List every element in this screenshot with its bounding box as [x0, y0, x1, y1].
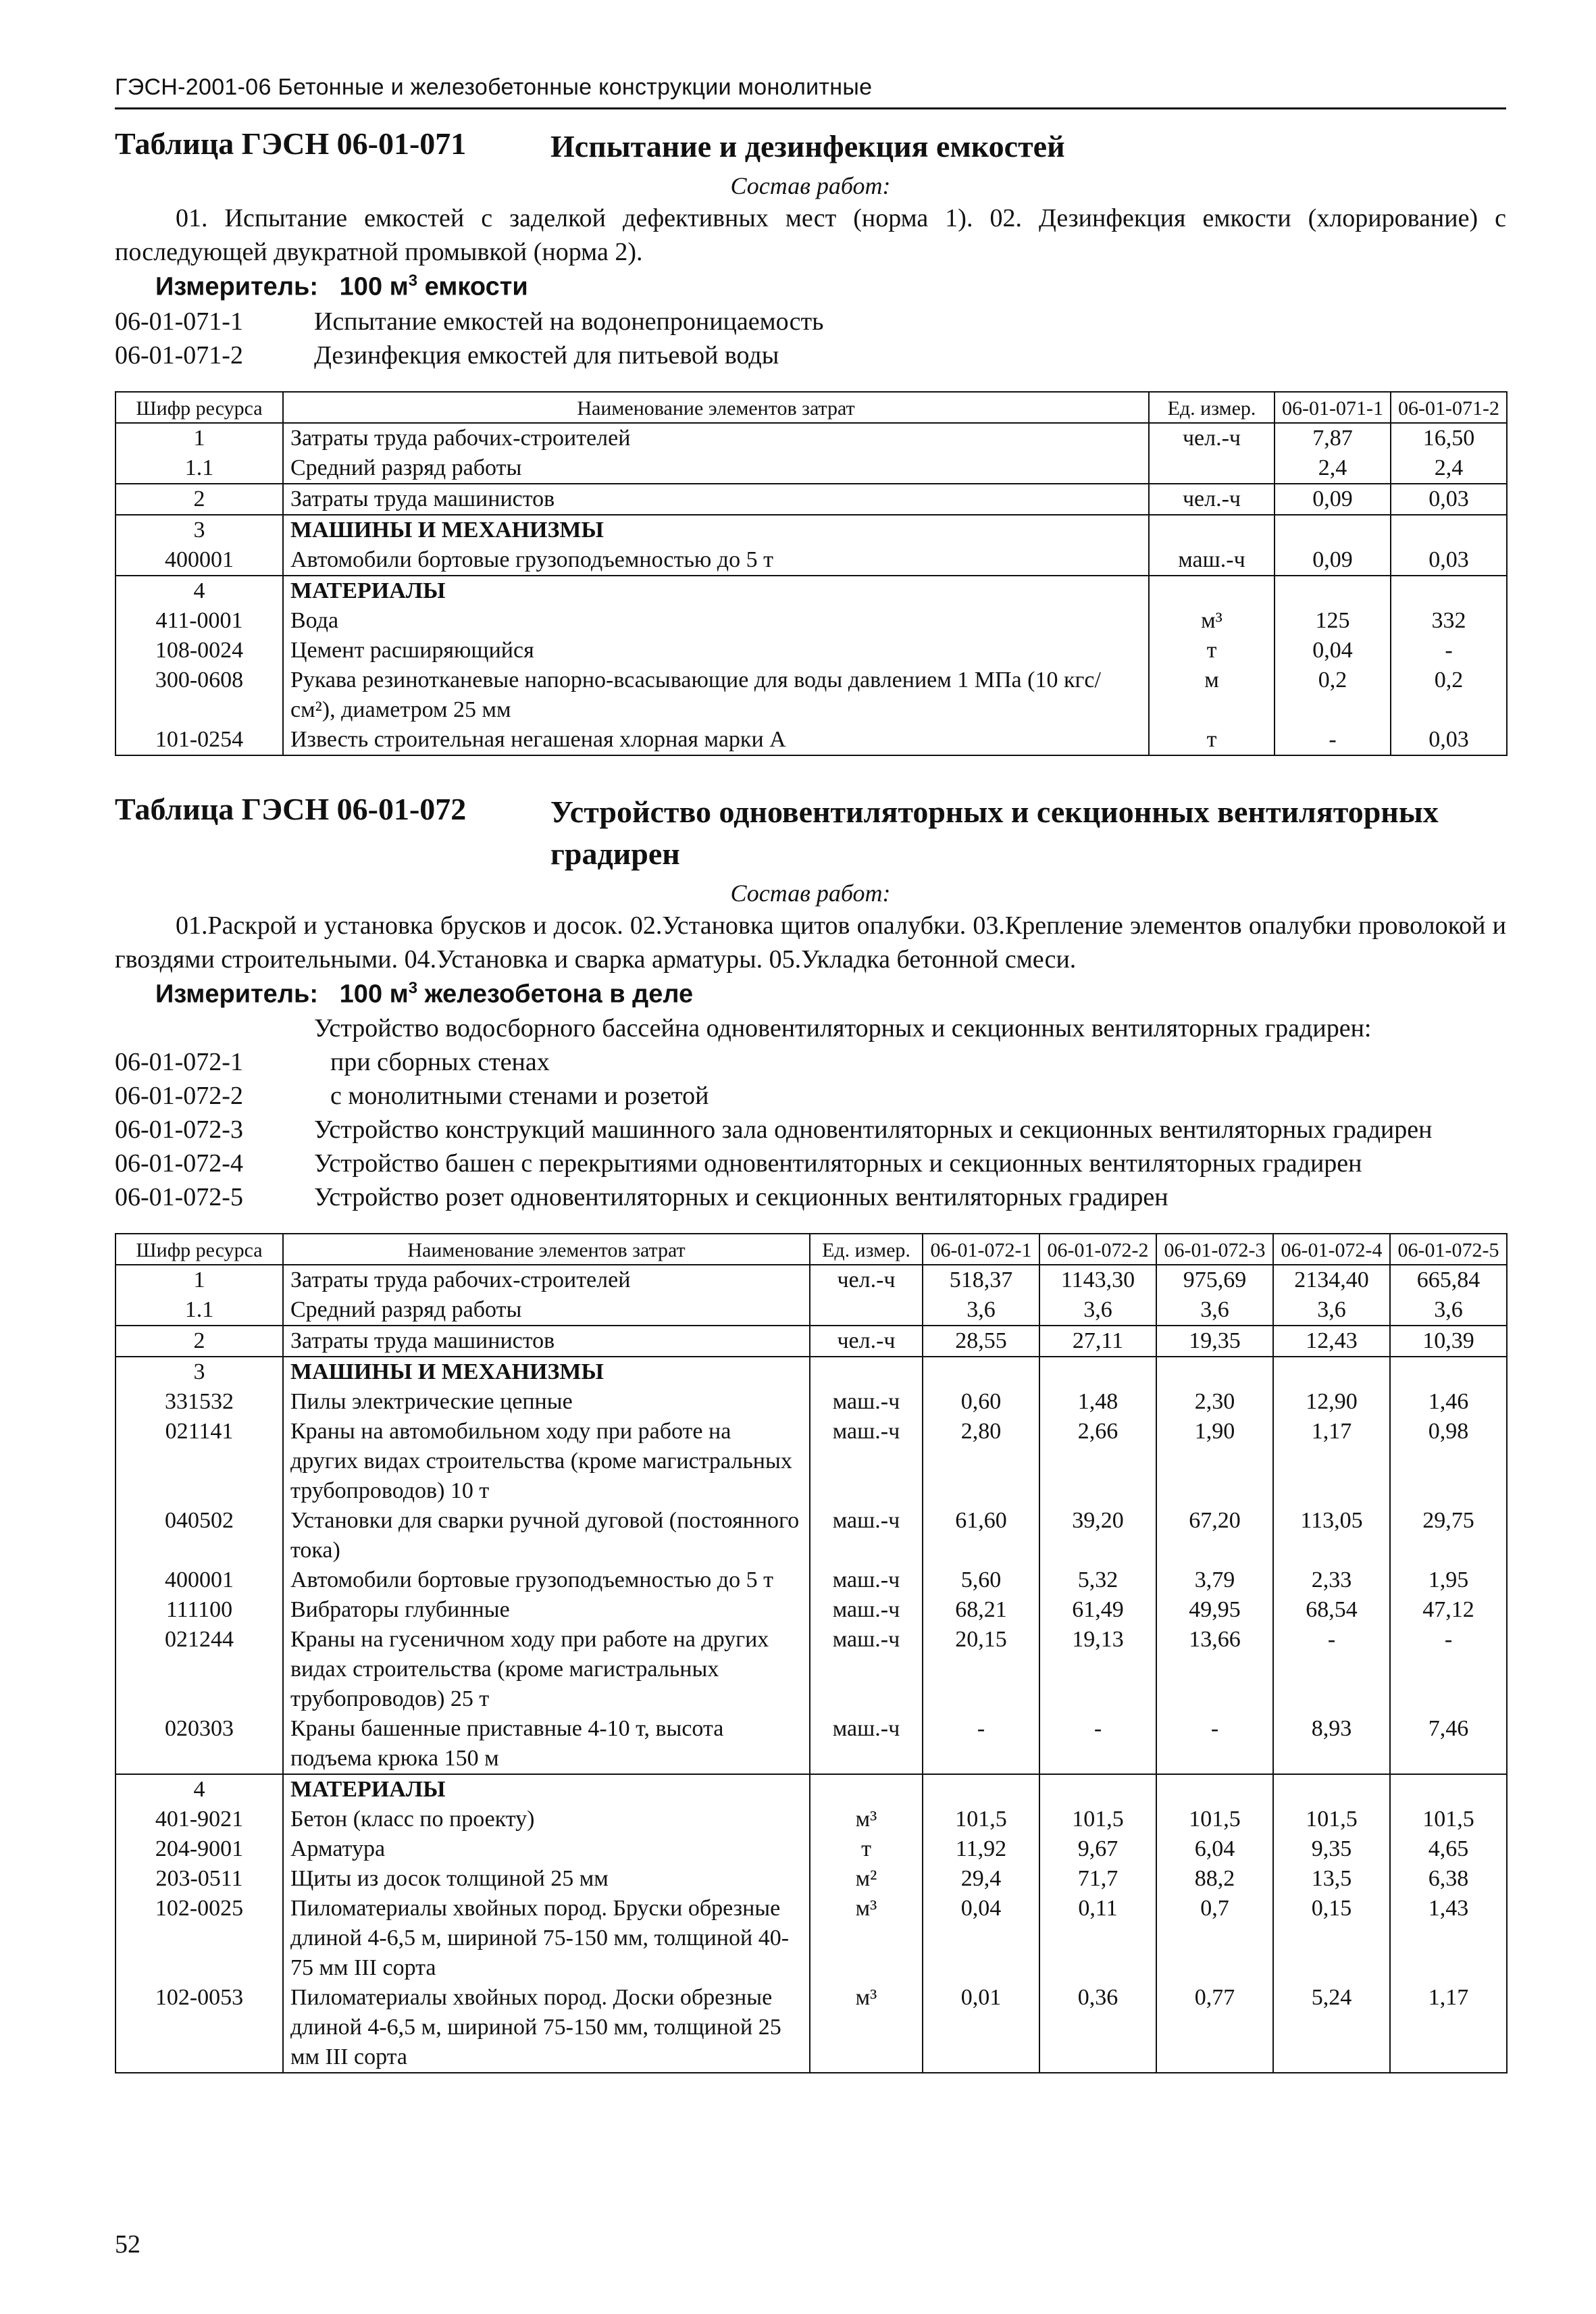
- page-number: 52: [115, 2230, 140, 2259]
- cell-unit: м³: [810, 1894, 923, 1983]
- cell-value: 13,5: [1273, 1864, 1390, 1894]
- cell-resource-code: 101-0254: [115, 725, 283, 755]
- cell-value: [923, 1774, 1039, 1805]
- table-row: [115, 1805, 1507, 1834]
- table2-variants: [115, 1011, 1506, 1214]
- cell-value: 2,33: [1273, 1565, 1390, 1595]
- cell-unit: маш.-ч: [810, 1714, 923, 1774]
- cell-element-name: Бетон (класс по проекту): [283, 1805, 810, 1834]
- table1-code: Таблица ГЭСН 06-01-071: [115, 126, 467, 161]
- cell-value: 101,5: [1273, 1805, 1390, 1834]
- table-row: [115, 545, 1507, 576]
- table1-body: [115, 423, 1507, 755]
- col-variant-3: 06-01-072-3: [1156, 1234, 1273, 1265]
- cell-element-name: Затраты труда машинистов: [283, 1326, 810, 1357]
- cell-value: 5,24: [1273, 1983, 1390, 2073]
- col-variant-2: 06-01-071-2: [1391, 392, 1507, 423]
- cell-unit: маш.-ч: [810, 1506, 923, 1565]
- table-row: [115, 1894, 1507, 1983]
- cell-section-title: МАШИНЫ И МЕХАНИЗМЫ: [283, 1357, 810, 1387]
- cell-value: [1391, 576, 1507, 606]
- table-row: [115, 1326, 1507, 1357]
- table2-measure: [155, 979, 1506, 1009]
- cell-unit: т: [810, 1834, 923, 1864]
- table1-title: Испытание и дезинфекция емкостей: [550, 129, 1065, 164]
- table-row: [115, 1565, 1507, 1595]
- cell-value: 0,03: [1391, 725, 1507, 755]
- cell-value: 49,95: [1156, 1595, 1273, 1625]
- table2-measure-label: Измеритель:: [155, 980, 318, 1009]
- table2-variant-code: 06-01-072-3: [115, 1115, 243, 1145]
- cell-resource-code: 1.1: [115, 1295, 283, 1326]
- table1-variant-row: [115, 305, 1506, 338]
- cell-value: 0,2: [1391, 665, 1507, 725]
- cell-resource-code: 3: [115, 515, 283, 545]
- table2-variants-intro: Устройство водосборного бассейна одновентиляторных и секционных вентиляторных градирен:: [314, 1014, 1372, 1043]
- cell-resource-code: 108-0024: [115, 636, 283, 665]
- cell-value: 2,30: [1156, 1387, 1273, 1417]
- cell-value: [1156, 1774, 1273, 1805]
- cell-value: 3,79: [1156, 1565, 1273, 1595]
- cell-value: 665,84: [1390, 1265, 1507, 1295]
- cell-value: 0,01: [923, 1983, 1039, 2073]
- cell-value: 12,43: [1273, 1326, 1390, 1357]
- cell-value: 67,20: [1156, 1506, 1273, 1565]
- cell-resource-code: 1: [115, 1265, 283, 1295]
- cell-value: 3,6: [923, 1295, 1039, 1326]
- cell-value: 0,09: [1275, 484, 1391, 515]
- col-variant-4: 06-01-072-4: [1273, 1234, 1390, 1265]
- cell-resource-code: 102-0025: [115, 1894, 283, 1983]
- cell-resource-code: 4: [115, 1774, 283, 1805]
- cell-element-name: Арматура: [283, 1834, 810, 1864]
- cell-element-name: Затраты труда рабочих-строителей: [283, 1265, 810, 1295]
- cell-value: 39,20: [1039, 1506, 1156, 1565]
- cell-value: 0,36: [1039, 1983, 1156, 2073]
- table1-variant-code: 06-01-071-1: [115, 307, 243, 336]
- table2-measure-value: 100 м: [339, 980, 409, 1009]
- table2-title: Устройство одновентиляторных и секционных вентиляторных градирен: [550, 794, 1439, 871]
- cell-resource-code: 111100: [115, 1595, 283, 1625]
- table2-section: [115, 791, 1506, 2074]
- table2-variant-name: с монолитными стенами и розетой: [330, 1082, 709, 1111]
- cell-value: 10,39: [1390, 1326, 1507, 1357]
- cell-value: 68,54: [1273, 1595, 1390, 1625]
- table2-measure-rest: железобетона в деле: [417, 980, 694, 1009]
- table2-resource-table: [115, 1233, 1508, 2073]
- cell-unit: м: [1149, 665, 1275, 725]
- table-row: [115, 1864, 1507, 1894]
- table-row: [115, 1357, 1507, 1387]
- cell-value: 7,87: [1275, 423, 1391, 453]
- table-row: [115, 1774, 1507, 1805]
- cell-value: [1275, 576, 1391, 606]
- cell-value: 11,92: [923, 1834, 1039, 1864]
- cell-value: [1039, 1357, 1156, 1387]
- cell-element-name: Пиломатериалы хвойных пород. Доски обрезные длиной 4-6,5 м, шириной 75-150 мм, толщиной 25 мм III сорта: [283, 1983, 810, 2073]
- cell-element-name: Затраты труда рабочих-строителей: [283, 423, 1149, 453]
- cell-element-name: Рукава резинотканевые напорно-всасывающие для воды давлением 1 МПа (10 кгс/см²), диаметром 25 мм: [283, 665, 1149, 725]
- cell-resource-code: 2: [115, 484, 283, 515]
- table2-composition-label: Состав работ:: [730, 879, 891, 907]
- cell-value: 3,6: [1156, 1295, 1273, 1326]
- cell-value: -: [1275, 725, 1391, 755]
- cell-value: 2,4: [1391, 453, 1507, 484]
- table1-header-row: [115, 392, 1507, 423]
- table1-measure-rest: емкости: [417, 272, 528, 301]
- cell-resource-code: 1.1: [115, 453, 283, 484]
- cell-element-name: Вода: [283, 606, 1149, 636]
- cell-value: 125: [1275, 606, 1391, 636]
- cell-unit: маш.-ч: [810, 1387, 923, 1417]
- table1-variant-row: [115, 338, 1506, 372]
- cell-value: [923, 1357, 1039, 1387]
- cell-value: -: [1039, 1714, 1156, 1774]
- cell-value: -: [1156, 1714, 1273, 1774]
- table-row: [115, 606, 1507, 636]
- cell-value: 19,13: [1039, 1625, 1156, 1714]
- table-row: [115, 1834, 1507, 1864]
- table1-resource-table: [115, 391, 1508, 756]
- cell-value: 2,4: [1275, 453, 1391, 484]
- cell-value: 0,04: [923, 1894, 1039, 1983]
- cell-element-name: Автомобили бортовые грузоподъемностью до 5 т: [283, 1565, 810, 1595]
- cell-value: 1,17: [1390, 1983, 1507, 2073]
- cell-resource-code: 4: [115, 576, 283, 606]
- table2-variant-row: [115, 1045, 1506, 1079]
- cell-value: 2134,40: [1273, 1265, 1390, 1295]
- table2-composition-text: 01.Раскрой и установка брусков и досок. 02.Установка щитов опалубки. 03.Крепление элементов опалубки проволокой и гвоздями строительными. 04.Установка и сварка арматуры. 05.Укладка бетонной смеси.: [115, 911, 1506, 974]
- cell-value: 7,46: [1390, 1714, 1507, 1774]
- cell-section-title: МАШИНЫ И МЕХАНИЗМЫ: [283, 515, 1149, 545]
- cell-value: 0,04: [1275, 636, 1391, 665]
- cell-value: 61,49: [1039, 1595, 1156, 1625]
- cell-element-name: Установки для сварки ручной дуговой (постоянного тока): [283, 1506, 810, 1565]
- cell-element-name: Вибраторы глубинные: [283, 1595, 810, 1625]
- col-resource-code: Шифр ресурса: [115, 1234, 283, 1265]
- cell-value: 0,77: [1156, 1983, 1273, 2073]
- cell-value: 0,15: [1273, 1894, 1390, 1983]
- cell-value: 0,98: [1390, 1417, 1507, 1506]
- cell-element-name: Средний разряд работы: [283, 1295, 810, 1326]
- cell-value: 13,66: [1156, 1625, 1273, 1714]
- cell-value: 0,2: [1275, 665, 1391, 725]
- cell-value: -: [1273, 1625, 1390, 1714]
- cell-resource-code: 021141: [115, 1417, 283, 1506]
- col-variant-2: 06-01-072-2: [1039, 1234, 1156, 1265]
- table2-header-row: [115, 1234, 1507, 1265]
- cell-element-name: Автомобили бортовые грузоподъемностью до 5 т: [283, 545, 1149, 576]
- table-row: [115, 1295, 1507, 1326]
- cell-value: -: [1391, 636, 1507, 665]
- cell-unit: м²: [810, 1864, 923, 1894]
- cell-unit: маш.-ч: [810, 1625, 923, 1714]
- cell-value: 3,6: [1273, 1295, 1390, 1326]
- table-row: [115, 453, 1507, 484]
- cell-value: [1275, 515, 1391, 545]
- cell-value: 1,90: [1156, 1417, 1273, 1506]
- cell-value: 101,5: [1390, 1805, 1507, 1834]
- table2-variant-row: [115, 1113, 1506, 1147]
- table1-variant-code: 06-01-071-2: [115, 341, 243, 370]
- table-row: [115, 1714, 1507, 1774]
- cell-unit: маш.-ч: [810, 1565, 923, 1595]
- cell-section-title: МАТЕРИАЛЫ: [283, 576, 1149, 606]
- cell-value: 0,09: [1275, 545, 1391, 576]
- table-row: [115, 515, 1507, 545]
- table-row: [115, 484, 1507, 515]
- cell-unit: [1149, 453, 1275, 484]
- cell-value: 0,03: [1391, 484, 1507, 515]
- cell-value: 975,69: [1156, 1265, 1273, 1295]
- table2-code: Таблица ГЭСН 06-01-072: [115, 791, 467, 826]
- col-variant-1: 06-01-072-1: [923, 1234, 1039, 1265]
- col-variant-1: 06-01-071-1: [1275, 392, 1391, 423]
- cell-value: [1391, 515, 1507, 545]
- col-unit: Ед. измер.: [1149, 392, 1275, 423]
- table-row: [115, 725, 1507, 755]
- table1-composition-text: 01. Испытание емкостей с заделкой дефективных мест (норма 1). 02. Дезинфекция емкости (хлорирование) с последующей двукратной промывкой (норма 2).: [115, 204, 1506, 266]
- table-row: [115, 423, 1507, 453]
- table2-measure-sup: 3: [408, 978, 418, 997]
- cell-element-name: Пилы электрические цепные: [283, 1387, 810, 1417]
- cell-value: [1039, 1774, 1156, 1805]
- cell-value: 9,35: [1273, 1834, 1390, 1864]
- table1-variant-name: Дезинфекция емкостей для питьевой воды: [314, 341, 779, 370]
- cell-unit: м³: [1149, 606, 1275, 636]
- cell-value: 27,11: [1039, 1326, 1156, 1357]
- cell-value: 9,67: [1039, 1834, 1156, 1864]
- cell-value: 28,55: [923, 1326, 1039, 1357]
- cell-resource-code: 040502: [115, 1506, 283, 1565]
- cell-value: 1,17: [1273, 1417, 1390, 1506]
- cell-unit: чел.-ч: [810, 1326, 923, 1357]
- table1-measure-label: Измеритель:: [155, 272, 318, 301]
- cell-resource-code: 400001: [115, 545, 283, 576]
- cell-value: [1390, 1774, 1507, 1805]
- table2-variant-name: Устройство розет одновентиляторных и секционных вентиляторных градирен: [314, 1183, 1168, 1212]
- table-row: [115, 1417, 1507, 1506]
- table1-measure-value: 100 м: [339, 272, 409, 301]
- table2-variant-row: [115, 1180, 1506, 1214]
- cell-element-name: Известь строительная негашеная хлорная марки А: [283, 725, 1149, 755]
- cell-value: 47,12: [1390, 1595, 1507, 1625]
- cell-unit: т: [1149, 725, 1275, 755]
- table2-variant-name: Устройство конструкций машинного зала одновентиляторных и секционных вентиляторных градирен: [314, 1115, 1433, 1145]
- cell-resource-code: 401-9021: [115, 1805, 283, 1834]
- col-element-name: Наименование элементов затрат: [283, 1234, 810, 1265]
- cell-value: 1,46: [1390, 1387, 1507, 1417]
- cell-element-name: Краны на автомобильном ходу при работе на других видах строительства (кроме магистральных трубопроводов) 10 т: [283, 1417, 810, 1506]
- cell-section-title: МАТЕРИАЛЫ: [283, 1774, 810, 1805]
- col-resource-code: Шифр ресурса: [115, 392, 283, 423]
- col-variant-5: 06-01-072-5: [1390, 1234, 1507, 1265]
- cell-unit: [810, 1774, 923, 1805]
- cell-value: 101,5: [923, 1805, 1039, 1834]
- cell-unit: чел.-ч: [1149, 484, 1275, 515]
- cell-resource-code: 204-9001: [115, 1834, 283, 1864]
- cell-value: [1156, 1357, 1273, 1387]
- table2-variant-name: Устройство башен с перекрытиями одновентиляторных и секционных вентиляторных градирен: [314, 1149, 1362, 1178]
- table1-variant-name: Испытание емкостей на водонепроницаемость: [314, 307, 824, 336]
- table2-variant-name: при сборных стенах: [330, 1048, 550, 1077]
- cell-value: 101,5: [1039, 1805, 1156, 1834]
- cell-value: 0,60: [923, 1387, 1039, 1417]
- table2-variant-code: 06-01-072-5: [115, 1183, 243, 1212]
- cell-unit: чел.-ч: [810, 1265, 923, 1295]
- cell-value: 12,90: [1273, 1387, 1390, 1417]
- cell-value: 71,7: [1039, 1864, 1156, 1894]
- cell-value: 19,35: [1156, 1326, 1273, 1357]
- cell-value: 29,4: [923, 1864, 1039, 1894]
- cell-value: 1,95: [1390, 1565, 1507, 1595]
- table-row: [115, 1506, 1507, 1565]
- cell-element-name: Цемент расширяющийся: [283, 636, 1149, 665]
- table1-composition-label: Состав работ:: [730, 172, 891, 199]
- cell-resource-code: 400001: [115, 1565, 283, 1595]
- table2-variant-code: 06-01-072-2: [115, 1082, 243, 1111]
- table-row: [115, 1983, 1507, 2073]
- table2-variant-row: [115, 1079, 1506, 1113]
- cell-unit: чел.-ч: [1149, 423, 1275, 453]
- cell-value: 0,11: [1039, 1894, 1156, 1983]
- table1-measure: [155, 272, 1506, 302]
- cell-value: [1273, 1357, 1390, 1387]
- table2-heading: [115, 791, 1506, 875]
- cell-unit: т: [1149, 636, 1275, 665]
- table2-variants-intro-row: [115, 1011, 1506, 1045]
- cell-unit: маш.-ч: [1149, 545, 1275, 576]
- table-row: [115, 636, 1507, 665]
- cell-element-name: Щиты из досок толщиной 25 мм: [283, 1864, 810, 1894]
- running-header: ГЭСН-2001-06 Бетонные и железобетонные конструкции монолитные: [115, 74, 1506, 109]
- cell-unit: [1149, 576, 1275, 606]
- cell-value: 6,04: [1156, 1834, 1273, 1864]
- cell-value: [1273, 1774, 1390, 1805]
- cell-value: 518,37: [923, 1265, 1039, 1295]
- cell-value: 1,48: [1039, 1387, 1156, 1417]
- table-row: [115, 576, 1507, 606]
- cell-value: 16,50: [1391, 423, 1507, 453]
- table-row: [115, 1265, 1507, 1295]
- cell-value: 4,65: [1390, 1834, 1507, 1864]
- table2-variant-code: 06-01-072-4: [115, 1149, 243, 1178]
- cell-value: 113,05: [1273, 1506, 1390, 1565]
- cell-resource-code: 2: [115, 1326, 283, 1357]
- col-element-name: Наименование элементов затрат: [283, 392, 1149, 423]
- cell-value: 101,5: [1156, 1805, 1273, 1834]
- cell-resource-code: 020303: [115, 1714, 283, 1774]
- cell-element-name: Пиломатериалы хвойных пород. Бруски обрезные длиной 4-6,5 м, шириной 75-150 мм, толщиной 40-75 мм III сорта: [283, 1894, 810, 1983]
- cell-resource-code: 331532: [115, 1387, 283, 1417]
- table2-variant-code: 06-01-072-1: [115, 1048, 243, 1077]
- cell-unit: маш.-ч: [810, 1417, 923, 1506]
- cell-value: 5,60: [923, 1565, 1039, 1595]
- cell-value: 6,38: [1390, 1864, 1507, 1894]
- table2-body: [115, 1265, 1507, 2073]
- table1-measure-sup: 3: [408, 272, 418, 290]
- cell-value: -: [923, 1714, 1039, 1774]
- cell-value: 5,32: [1039, 1565, 1156, 1595]
- cell-resource-code: 102-0053: [115, 1983, 283, 2073]
- cell-value: 3,6: [1039, 1295, 1156, 1326]
- cell-value: 29,75: [1390, 1506, 1507, 1565]
- table-row: [115, 1387, 1507, 1417]
- cell-value: 1,43: [1390, 1894, 1507, 1983]
- cell-unit: [810, 1295, 923, 1326]
- cell-resource-code: 411-0001: [115, 606, 283, 636]
- cell-value: 20,15: [923, 1625, 1039, 1714]
- cell-resource-code: 203-0511: [115, 1864, 283, 1894]
- table-row: [115, 1595, 1507, 1625]
- table1-heading: [115, 126, 1506, 168]
- cell-value: 68,21: [923, 1595, 1039, 1625]
- document-page: [115, 74, 1506, 2073]
- cell-value: 0,03: [1391, 545, 1507, 576]
- table2-variant-row: [115, 1147, 1506, 1180]
- cell-value: 1143,30: [1039, 1265, 1156, 1295]
- table-row: [115, 665, 1507, 725]
- cell-value: 88,2: [1156, 1864, 1273, 1894]
- cell-value: 2,66: [1039, 1417, 1156, 1506]
- cell-unit: [810, 1357, 923, 1387]
- cell-element-name: Средний разряд работы: [283, 453, 1149, 484]
- cell-resource-code: 1: [115, 423, 283, 453]
- cell-value: [1390, 1357, 1507, 1387]
- cell-value: 2,80: [923, 1417, 1039, 1506]
- table-row: [115, 1625, 1507, 1714]
- cell-element-name: Затраты труда машинистов: [283, 484, 1149, 515]
- cell-element-name: Краны башенные приставные 4-10 т, высота подъема крюка 150 м: [283, 1714, 810, 1774]
- cell-resource-code: 300-0608: [115, 665, 283, 725]
- col-unit: Ед. измер.: [810, 1234, 923, 1265]
- cell-value: 0,7: [1156, 1894, 1273, 1983]
- cell-value: -: [1390, 1625, 1507, 1714]
- cell-resource-code: 3: [115, 1357, 283, 1387]
- cell-value: 3,6: [1390, 1295, 1507, 1326]
- cell-value: 61,60: [923, 1506, 1039, 1565]
- table1-section: [115, 126, 1506, 756]
- cell-element-name: Краны на гусеничном ходу при работе на других видах строительства (кроме магистральных трубопроводов) 25 т: [283, 1625, 810, 1714]
- cell-unit: маш.-ч: [810, 1595, 923, 1625]
- cell-resource-code: 021244: [115, 1625, 283, 1714]
- cell-value: 332: [1391, 606, 1507, 636]
- table1-variants: [115, 305, 1506, 372]
- cell-unit: м³: [810, 1805, 923, 1834]
- cell-value: 8,93: [1273, 1714, 1390, 1774]
- cell-unit: [1149, 515, 1275, 545]
- cell-unit: м³: [810, 1983, 923, 2073]
